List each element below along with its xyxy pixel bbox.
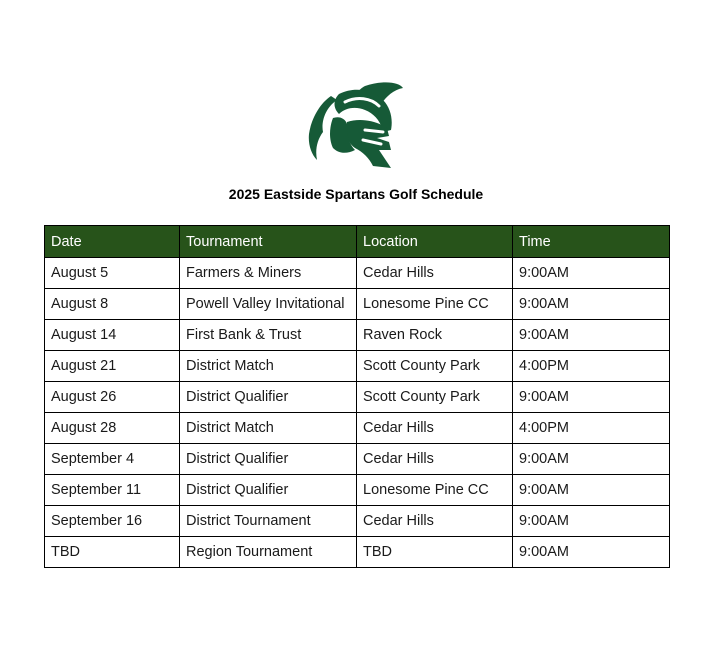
cell-location: Cedar Hills: [357, 444, 513, 475]
cell-date: September 4: [45, 444, 180, 475]
column-header-time: Time: [513, 226, 670, 258]
cell-location: Cedar Hills: [357, 506, 513, 537]
column-header-tournament: Tournament: [180, 226, 357, 258]
cell-date: September 11: [45, 475, 180, 506]
cell-tournament: District Match: [180, 413, 357, 444]
cell-date: August 21: [45, 351, 180, 382]
schedule-table: [44, 225, 670, 568]
cell-time: 9:00AM: [513, 320, 670, 351]
table-row: [45, 444, 670, 475]
cell-time: 9:00AM: [513, 444, 670, 475]
table-row: [45, 537, 670, 568]
cell-tournament: District Match: [180, 351, 357, 382]
cell-time: 4:00PM: [513, 351, 670, 382]
cell-tournament: Powell Valley Invitational: [180, 289, 357, 320]
table-body: [45, 258, 670, 568]
cell-time: 9:00AM: [513, 537, 670, 568]
table-row: [45, 506, 670, 537]
table-row: [45, 351, 670, 382]
cell-time: 9:00AM: [513, 289, 670, 320]
table-row: [45, 289, 670, 320]
cell-time: 9:00AM: [513, 382, 670, 413]
cell-location: TBD: [357, 537, 513, 568]
cell-tournament: District Qualifier: [180, 444, 357, 475]
spartan-helmet-logo: [303, 78, 407, 170]
cell-date: September 16: [45, 506, 180, 537]
cell-location: Scott County Park: [357, 382, 513, 413]
cell-date: August 5: [45, 258, 180, 289]
cell-tournament: Region Tournament: [180, 537, 357, 568]
cell-location: Lonesome Pine CC: [357, 475, 513, 506]
table-row: [45, 475, 670, 506]
cell-location: Cedar Hills: [357, 258, 513, 289]
cell-date: August 26: [45, 382, 180, 413]
table-row: [45, 258, 670, 289]
cell-date: TBD: [45, 537, 180, 568]
header-row: [45, 226, 670, 258]
column-header-location: Location: [357, 226, 513, 258]
cell-time: 9:00AM: [513, 506, 670, 537]
cell-location: Cedar Hills: [357, 413, 513, 444]
cell-tournament: District Tournament: [180, 506, 357, 537]
table-row: [45, 413, 670, 444]
cell-tournament: District Qualifier: [180, 382, 357, 413]
cell-location: Lonesome Pine CC: [357, 289, 513, 320]
cell-location: Scott County Park: [357, 351, 513, 382]
table-row: [45, 320, 670, 351]
cell-time: 9:00AM: [513, 258, 670, 289]
cell-tournament: District Qualifier: [180, 475, 357, 506]
spartan-helmet-icon: [303, 78, 407, 170]
cell-time: 9:00AM: [513, 475, 670, 506]
cell-tournament: First Bank & Trust: [180, 320, 357, 351]
cell-date: August 14: [45, 320, 180, 351]
cell-tournament: Farmers & Miners: [180, 258, 357, 289]
table-row: [45, 382, 670, 413]
cell-location: Raven Rock: [357, 320, 513, 351]
page-title: 2025 Eastside Spartans Golf Schedule: [228, 186, 484, 202]
cell-date: August 28: [45, 413, 180, 444]
column-header-date: Date: [45, 226, 180, 258]
table-header: [45, 226, 670, 258]
cell-time: 4:00PM: [513, 413, 670, 444]
cell-date: August 8: [45, 289, 180, 320]
